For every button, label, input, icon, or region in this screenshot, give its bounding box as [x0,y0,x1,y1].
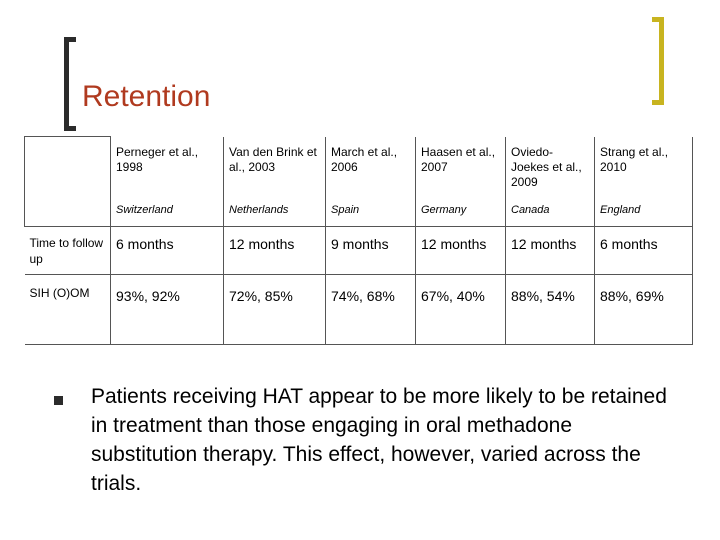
table-cell: 12 months [416,227,506,275]
slide-title: Retention [82,80,211,113]
header-author-cell: Oviedo-Joekes et al., 2009 [506,137,595,197]
table-country-row [25,197,693,227]
header-author-cell: Strang et al., 2010 [595,137,693,197]
retention-table [24,136,693,345]
table-cell: 88%, 54% [506,275,595,345]
header-author-cell: March et al., 2006 [326,137,416,197]
table-cell: 88%, 69% [595,275,693,345]
table-cell: 67%, 40% [416,275,506,345]
bullet-square-icon [54,396,63,405]
corner-cell [25,137,111,197]
header-country-cell: Switzerland [111,197,224,227]
header-country-cell: Spain [326,197,416,227]
bullet-text: Patients receiving HAT appear to be more likely to be retained in treatment than those engaging in oral methadone substitution therapy. This effect, however, varied across the trials. [91,385,667,495]
table-cell: 6 months [111,227,224,275]
table-row [25,275,693,345]
header-country-cell: Germany [416,197,506,227]
right-bracket-decoration [652,17,664,105]
header-country-cell: Netherlands [224,197,326,227]
table-row [25,227,693,275]
header-country-cell: Canada [506,197,595,227]
header-author-cell: Van den Brink et al., 2003 [224,137,326,197]
table-header-row [25,137,693,197]
row-label: Time to follow up [25,227,111,275]
header-author-cell: Perneger et al., 1998 [111,137,224,197]
table-cell: 12 months [506,227,595,275]
table-cell: 9 months [326,227,416,275]
header-country-cell: England [595,197,693,227]
table-cell: 93%, 92% [111,275,224,345]
corner-cell [25,197,111,227]
left-bracket-decoration [64,37,76,131]
table-cell: 6 months [595,227,693,275]
row-label: SIH (O)OM [25,275,111,345]
table-cell: 74%, 68% [326,275,416,345]
header-author-cell: Haasen et al., 2007 [416,137,506,197]
table-cell: 72%, 85% [224,275,326,345]
table-cell: 12 months [224,227,326,275]
